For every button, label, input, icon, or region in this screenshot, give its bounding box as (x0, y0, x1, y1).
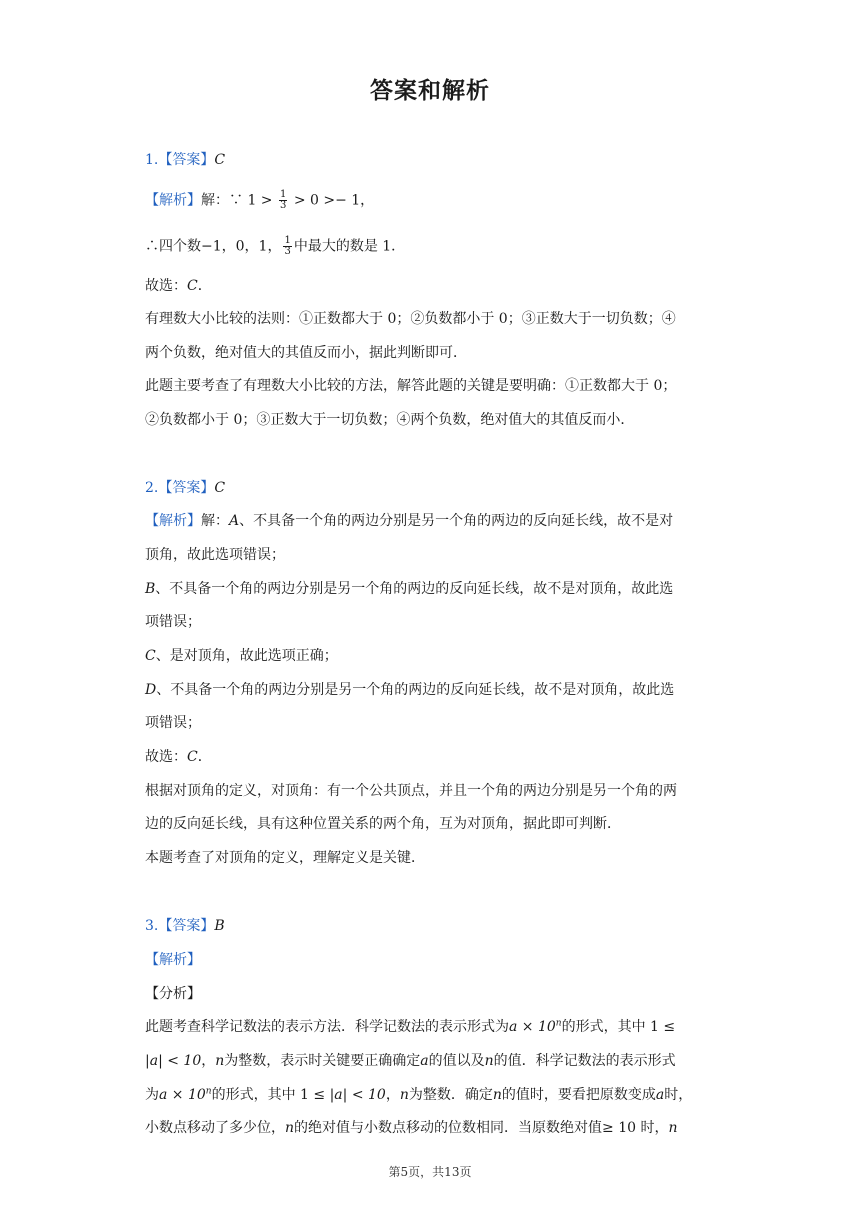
q2-line7: 项错误； (145, 715, 201, 731)
q3-analysis-tag: 【解析】 (145, 952, 201, 968)
fraction-one-third: $\frac{1}{3}$ (280, 189, 287, 211)
q2-answer-tag: 【答案】 (158, 480, 215, 496)
q2-line8: 故选：C． (145, 749, 212, 765)
q1-line5: 两个负数，绝对值大的其值反而小，据此判断即可． (145, 345, 467, 361)
q2-line3: B、不具备一个角的两边分别是另一个角的两边的反向延长线，故不是对顶角，故此选 (145, 581, 674, 597)
q2-line11: 本题考查了对顶角的定义，理解定义是关键． (145, 850, 425, 866)
q1-line2: ∴四个数−1，0，1， $\frac{1}{3}$ 中最大的数是 1． (145, 235, 406, 257)
q3-line1: 此题考查科学记数法的表示方法．科学记数法的表示形式为$a \times 10^n$的形式，其中 1 ≤ (145, 1018, 676, 1035)
q2-line10: 边的反向延长线，具有这种位置关系的两个角，互为对顶角，据此即可判断． (145, 816, 621, 832)
q1-line7: ②负数都小于 0；③正数大于一切负数；④两个负数，绝对值大的其值反而小． (145, 412, 635, 428)
q1-line6: 此题主要考查了有理数大小比较的方法，解答此题的关键是要明确：①正数都大于 0； (145, 378, 677, 394)
q3-fenxi-tag: 【分析】 (145, 986, 201, 1002)
q3-line3: 为$a \times 10^n$的形式，其中 1 ≤ |a| < 10，n为整数．确定n的值时，要看把原数变成a时， (145, 1086, 693, 1103)
q2-number: 2. (145, 480, 159, 496)
q2-line4: 项错误； (145, 614, 201, 630)
q1-l1-post: > 0 >− 1， (293, 192, 375, 209)
q3-line4: 小数点移动了多少位，n的绝对值与小数点移动的位数相同．当原数绝对值≥ 10 时，n (145, 1120, 678, 1136)
q1-l1-pre: 解：∵ 1 > (201, 192, 273, 209)
q2-analysis-tag: 【解析】 (145, 513, 201, 529)
q1-line3: 故选：C． (145, 278, 212, 294)
page-footer: 第5页，共13页 (388, 1165, 472, 1179)
q3-line2: |a| < 10，n为整数，表示时关键要正确确定a的值以及n的值．科学记数法的表示形式 (145, 1053, 676, 1069)
page-title: 答案和解析 (370, 78, 490, 104)
q2-answer: C (214, 480, 226, 496)
q1-answer-line (145, 150, 225, 170)
q3-number: 3. (145, 918, 159, 934)
q2-line2: 顶角，故此选项错误； (145, 547, 285, 563)
q1-analysis-line1 (145, 190, 374, 211)
q2-line1: 【解析】解：A、不具备一个角的两边分别是另一个角的两边的反向延长线，故不是对 (145, 513, 674, 529)
q2-line5: C、是对顶角，故此选项正确； (145, 648, 338, 664)
q1-number: 1. (145, 152, 159, 168)
q1-line4: 有理数大小比较的法则：①正数都大于 0；②负数都小于 0；③正数大于一切负数；④ (145, 311, 676, 327)
q2-answer-line (145, 478, 225, 498)
q2-line6: D、不具备一个角的两边分别是另一个角的两边的反向延长线，故不是对顶角，故此选 (145, 682, 675, 698)
q1-answer: C (214, 152, 226, 168)
q3-answer-line (145, 916, 225, 936)
q2-line9: 根据对顶角的定义，对顶角：有一个公共顶点，并且一个角的两边分别是另一个角的两 (145, 783, 677, 799)
q3-answer-tag: 【答案】 (158, 918, 215, 934)
fraction-one-third-2: $\frac{1}{3}$ (284, 235, 291, 257)
q1-answer-tag: 【答案】 (158, 152, 215, 168)
q1-analysis-tag: 【解析】 (145, 192, 201, 209)
q3-answer: B (214, 918, 225, 934)
